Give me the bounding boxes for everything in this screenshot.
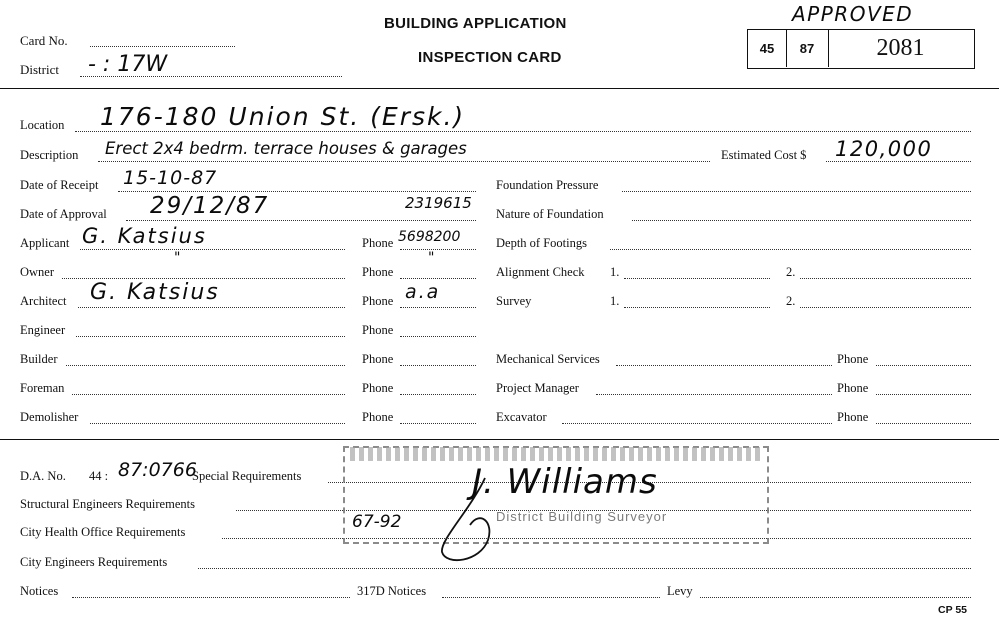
owner-phone-label: Phone [362,265,394,279]
alignment-check-label: Alignment Check [496,265,585,279]
date-approval-line [126,220,476,221]
depth-footings-label: Depth of Footings [496,236,587,250]
foundation-pressure-line [622,191,971,192]
builder-phone-label: Phone [362,352,394,366]
survey-2-label: 2. [786,294,796,308]
location-line [75,131,971,132]
city-engineers-label: City Engineers Requirements [20,555,168,569]
project-manager-phone-label: Phone [837,381,869,395]
date-approval-label: Date of Approval [20,207,107,221]
special-requirements-label: Special Requirements [192,469,302,483]
architect-phone-line [400,307,476,308]
project-manager-label: Project Manager [496,381,579,395]
builder-line [66,365,345,366]
title-line-1: BUILDING APPLICATION [384,15,567,32]
estimated-cost-label: Estimated Cost $ [721,148,807,162]
alignment-2-line [800,278,971,279]
card-no-label: Card No. [20,33,68,48]
mechanical-phone-line [876,365,971,366]
box-cell-a: 45 [759,41,775,56]
date-receipt-line [118,191,476,192]
estimated-cost-line [826,161,971,162]
builder-label: Builder [20,352,58,366]
description-line [98,161,710,162]
alignment-1-label: 1. [610,265,620,279]
foreman-phone-label: Phone [362,381,394,395]
notices-line [72,597,350,598]
depth-footings-line [610,249,971,250]
survey-1-label: 1. [610,294,620,308]
stamp-text: District Building Surveyor [496,509,668,524]
alignment-1-line [624,278,770,279]
da-no-value: 87:0766 [118,459,197,481]
location-label: Location [20,118,65,132]
date-receipt-label: Date of Receipt [20,178,99,192]
title-line-2: INSPECTION CARD [418,49,562,66]
excavator-phone-line [876,423,971,424]
engineer-phone-label: Phone [362,323,394,337]
health-label: City Health Office Requirements [20,525,186,539]
structural-label: Structural Engineers Requirements [20,497,195,511]
engineer-line [76,336,345,337]
architect-phone-value: a.a [405,281,441,303]
architect-line [78,307,345,308]
description-label: Description [20,148,79,162]
applicant-phone-value: 5698200 [398,229,461,245]
owner-line [62,278,345,279]
levy-line [700,597,971,598]
mechanical-line [616,365,832,366]
survey-1-line [624,307,770,308]
mechanical-phone-label: Phone [837,352,869,366]
form-code: CP 55 [938,604,967,616]
signature: J. Williams [472,462,658,502]
project-manager-line [596,394,832,395]
applicant-value: G. Katsius [82,224,207,248]
mechanical-label: Mechanical Services [496,352,600,366]
nature-foundation-line [632,220,971,221]
city-engineers-line [198,568,971,569]
stamp-smudge [350,447,760,461]
header-divider [0,88,999,89]
applicant-label: Applicant [20,236,70,250]
district-label: District [20,62,59,77]
owner-label: Owner [20,265,55,279]
engineer-phone-line [400,336,476,337]
owner-phone-value: " [428,250,435,266]
project-manager-phone-line [876,394,971,395]
description-value: Erect 2x4 bedrm. terrace houses & garages [105,139,467,158]
survey-label: Survey [496,294,532,308]
owner-phone-line [400,278,476,279]
architect-label: Architect [20,294,67,308]
card-no-line [90,46,235,47]
date-receipt-value: 15-10-87 [123,167,218,189]
demolisher-phone-label: Phone [362,410,394,424]
excavator-phone-label: Phone [837,410,869,424]
foreman-line [72,394,345,395]
survey-2-line [800,307,971,308]
district-value: - : 17W [88,52,168,77]
stamp-number: 67-92 [352,512,402,532]
owner-value: " [174,250,181,266]
card-number: 2081 [876,35,925,61]
notices-317d-label: 317D Notices [357,584,427,598]
approval-ref: 2319615 [405,194,472,212]
applicant-phone-line [400,249,476,250]
foreman-label: Foreman [20,381,65,395]
architect-phone-label: Phone [362,294,394,308]
applicant-line [80,249,345,250]
da-no-prefix: 44 : [89,469,109,483]
footer-divider [0,439,999,440]
architect-value: G. Katsius [90,280,220,305]
demolisher-line [90,423,345,424]
notices-317d-line [442,597,660,598]
da-no-label: D.A. No. [20,469,66,483]
excavator-label: Excavator [496,410,547,424]
signature-flourish [430,470,520,570]
engineer-label: Engineer [20,323,66,337]
nature-foundation-label: Nature of Foundation [496,207,604,221]
excavator-line [562,423,832,424]
foreman-phone-line [400,394,476,395]
notices-label: Notices [20,584,59,598]
applicant-phone-label: Phone [362,236,394,250]
demolisher-label: Demolisher [20,410,79,424]
estimated-cost-value: 120,000 [835,137,933,161]
date-approval-value: 29/12/87 [150,193,270,219]
builder-phone-line [400,365,476,366]
location-value: 176-180 Union St. (Ersk.) [100,102,466,131]
alignment-2-label: 2. [786,265,796,279]
approved-handwritten: APPROVED [792,2,914,26]
foundation-pressure-label: Foundation Pressure [496,178,599,192]
demolisher-phone-line [400,423,476,424]
box-cell-b: 87 [799,41,815,56]
district-line [80,76,342,77]
levy-label: Levy [667,584,693,598]
card-number-box [747,29,975,69]
